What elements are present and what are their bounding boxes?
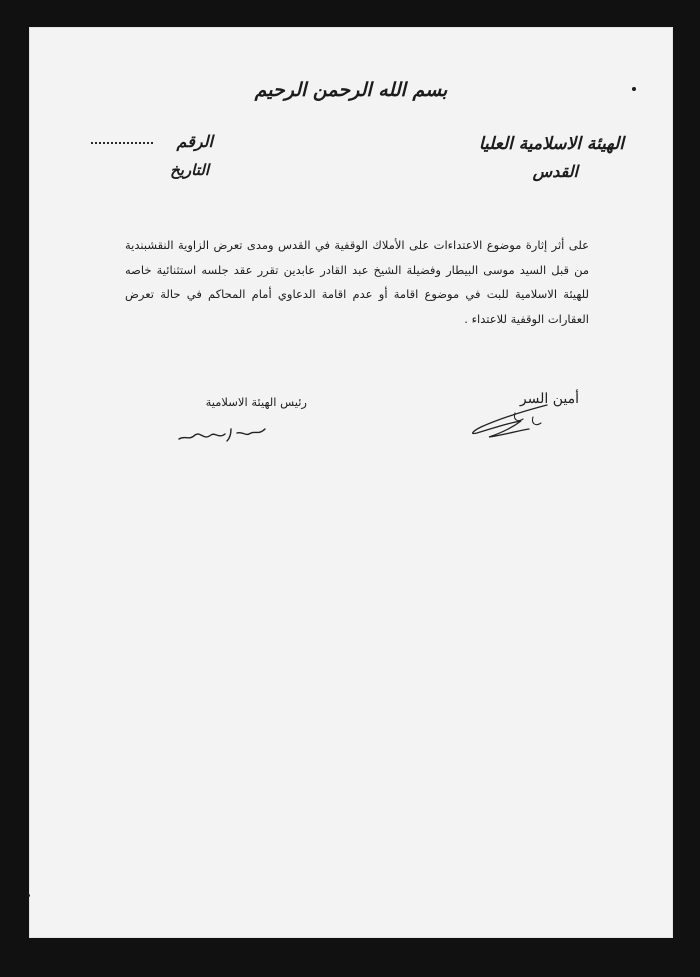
reference-number-line [91,142,153,144]
date-label: التاريخ [170,161,209,179]
organization-name: الهيئة الاسلامية العليا [478,134,624,154]
secretary-title: أمين السر [519,391,579,407]
secretary-signature-block [429,383,579,443]
document-page [29,27,673,938]
secretary-signature [429,383,579,443]
edge-mark [27,894,30,897]
president-signature-block [117,395,307,409]
organization-city: القدس [532,162,578,181]
reference-number-label: الرقم [176,132,213,151]
decision-paragraph: على أثر إثارة موضوع الاعتداءات على الأملاك الوقفية في القدس ومدى تعرض الزاوية النقشبندية من قبل السيد موسى البيطار وفضيلة الشيخ عبد القادر عابدين تقرر عقد جلسه استثنائية خاصه للهيئة الاسلامية للبت في موضوع اقامة أو عدم اقامة الدعاوي أمام المحاكم في حالة تعرض العقارات الوقفية للاعتداء . [125,238,589,326]
reference-block [53,127,213,183]
president-signature [175,423,271,445]
basmala-heading: بسم الله الرحمن الرحيم [254,79,448,101]
organization-header [479,129,624,185]
president-title: رئيس الهيئة الاسلامية [205,395,307,409]
